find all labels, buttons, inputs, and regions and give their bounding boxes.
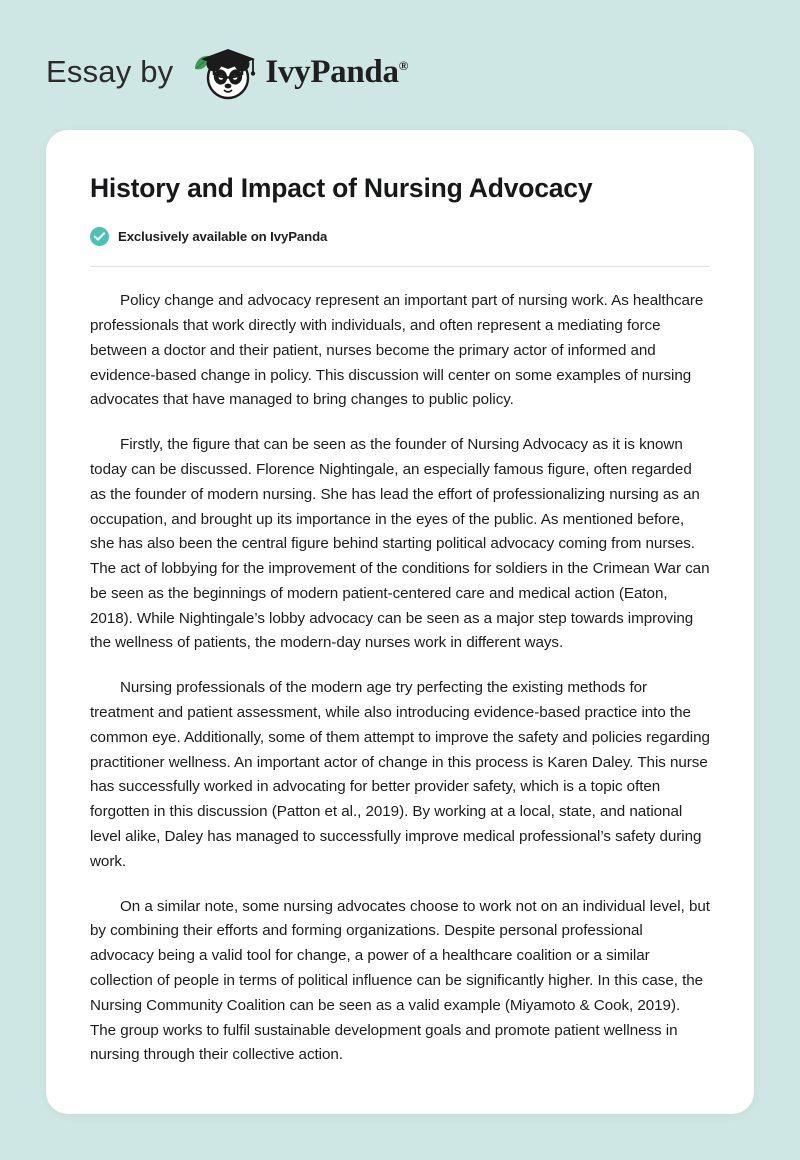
exclusive-badge-label: Exclusively available on IvyPanda [118,229,328,245]
check-circle-icon [90,227,109,246]
page-title: History and Impact of Nursing Advocacy [90,173,593,203]
essay-body [90,289,710,1068]
paragraph: Nursing professionals of the modern age try perfecting the existing methods for treatment and patient assessment, while also introducing evidence-based practice into the common eye. Additionally, some of them attempt to improve the safety and policies regarding practitioner wellness. An important actor of change in this process is Karen Daley. This nurse has successfully worked in advocating for better provider safety, which is a topic often forgotten in this discussion (Patton et al., 2019). By working at a local, state, and national level alike, Daley has managed to successfully improve medical professional’s safety during work. [90,679,710,870]
paragraph: Firstly, the figure that can be seen as the founder of Nursing Advocacy as it is known today can be discussed. Florence Nightingale, an especially famous figure, often regarded as the founder of modern nursing. She has lead the effort of professionalizing nursing as an occupation, and brought up its importance in the eyes of the public. As mentioned before, she has also been the central figure behind starting political advocacy coming from nurses. The act of lobbying for the improvement of the conditions for soldiers in the Crimean War can be seen as the beginnings of modern patient-centered care and medical action (Eaton, 2018). While Nightingale’s lobby advocacy can be seen as a major step towards improving the wellness of patients, the modern-day nurses work in different ways. [90,436,710,652]
essay-by-label: Essay by [46,54,174,89]
paragraph: On a similar note, some nursing advocates choose to work not on an individual level, but by combining their efforts and forming organizations. Despite personal professional advocacy being a valid tool for change, a power of a healthcare coalition or a similar collection of people in terms of political influence can be significantly higher. In this case, the Nursing Community Coalition can be seen as a valid example (Miyamoto & Cook, 2019). The group works to fulfil sustainable development goals and promote patient wellness in nursing through their collective action. [90,897,710,1064]
brand-name-text: IvyPanda [265,53,399,90]
panda-graduate-icon [187,41,261,103]
exclusive-badge [90,227,710,246]
brand-name [265,54,408,91]
paragraph: Policy change and advocacy represent an important part of nursing work. As healthcare professionals that work directly with individuals, and often represent a mediating force between a doctor and their patient, nurses become the primary actor of informed and evidence-based change in policy. This discussion will center on some examples of nursing advocates that have managed to bring changes to public policy. [90,292,704,409]
paper-card [46,130,754,1114]
brand-header [0,0,800,108]
brand-logo[interactable] [187,41,408,103]
brand-trademark: ® [398,57,409,73]
title-divider [90,266,710,267]
